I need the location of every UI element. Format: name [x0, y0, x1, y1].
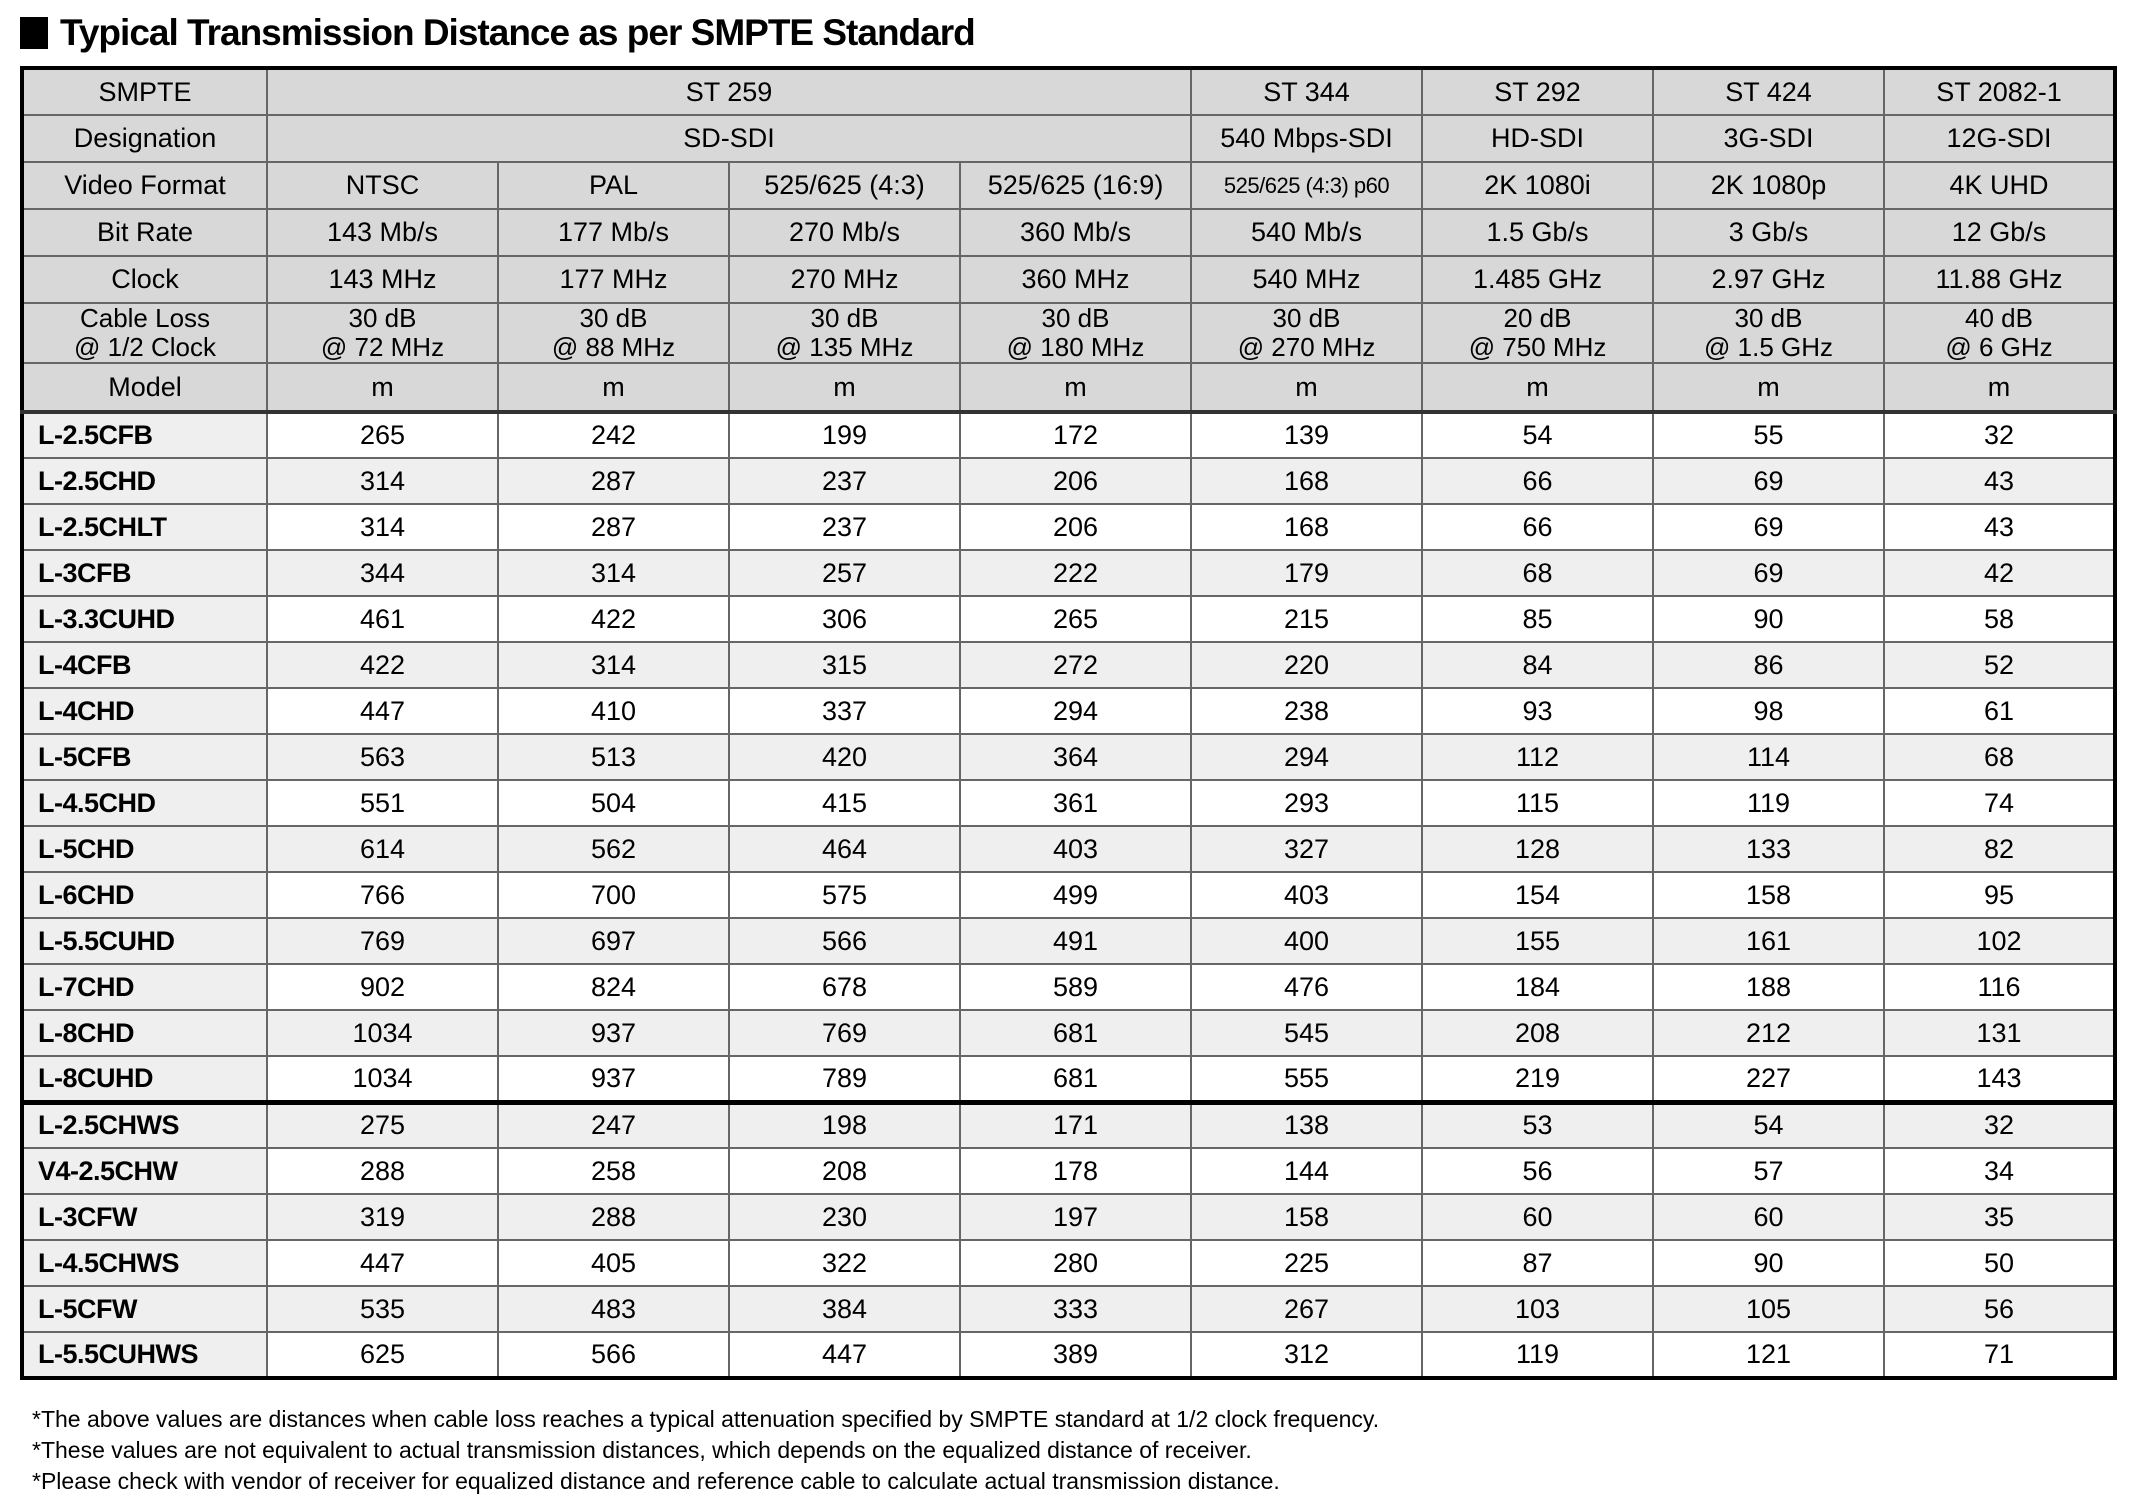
header-cell: 20 dB @ 750 MHz — [1422, 303, 1653, 363]
header-cell: SD-SDI — [267, 115, 1191, 162]
value-cell: 614 — [267, 826, 498, 872]
header-cell: 525/625 (4:3) p60 — [1191, 162, 1422, 209]
model-cell: L-4.5CHD — [22, 780, 267, 826]
model-cell: L-5.5CUHD — [22, 918, 267, 964]
value-cell: 206 — [960, 458, 1191, 504]
header-cell: 177 MHz — [498, 256, 729, 303]
value-cell: 288 — [498, 1194, 729, 1240]
value-cell: 247 — [498, 1102, 729, 1148]
header-cell: 143 Mb/s — [267, 209, 498, 256]
model-cell: L-5.5CUHWS — [22, 1332, 267, 1378]
value-cell: 53 — [1422, 1102, 1653, 1148]
table-row — [22, 780, 2115, 826]
value-cell: 68 — [1422, 550, 1653, 596]
table-row — [22, 872, 2115, 918]
value-cell: 937 — [498, 1056, 729, 1102]
value-cell: 678 — [729, 964, 960, 1010]
value-cell: 422 — [498, 596, 729, 642]
value-cell: 267 — [1191, 1286, 1422, 1332]
table-header — [22, 68, 2115, 412]
value-cell: 555 — [1191, 1056, 1422, 1102]
value-cell: 400 — [1191, 918, 1422, 964]
value-cell: 60 — [1653, 1194, 1884, 1240]
value-cell: 139 — [1191, 412, 1422, 458]
page-title — [20, 12, 2114, 54]
value-cell: 1034 — [267, 1010, 498, 1056]
header-cell: 270 MHz — [729, 256, 960, 303]
value-cell: 93 — [1422, 688, 1653, 734]
header-cell: 30 dB @ 180 MHz — [960, 303, 1191, 363]
model-cell: L-3.3CUHD — [22, 596, 267, 642]
value-cell: 171 — [960, 1102, 1191, 1148]
header-cell: 12G-SDI — [1884, 115, 2115, 162]
value-cell: 769 — [729, 1010, 960, 1056]
value-cell: 102 — [1884, 918, 2115, 964]
table-row — [22, 1332, 2115, 1378]
value-cell: 562 — [498, 826, 729, 872]
page-title-text: Typical Transmission Distance as per SMPTE Standard — [60, 12, 975, 53]
value-cell: 172 — [960, 412, 1191, 458]
header-cell: m — [729, 363, 960, 412]
value-cell: 272 — [960, 642, 1191, 688]
value-cell: 54 — [1422, 412, 1653, 458]
value-cell: 43 — [1884, 504, 2115, 550]
model-cell: L-4CHD — [22, 688, 267, 734]
value-cell: 700 — [498, 872, 729, 918]
header-cell: 2K 1080p — [1653, 162, 1884, 209]
value-cell: 55 — [1653, 412, 1884, 458]
table-row — [22, 596, 2115, 642]
header-cell: m — [1191, 363, 1422, 412]
header-cell: PAL — [498, 162, 729, 209]
header-cell: 1.485 GHz — [1422, 256, 1653, 303]
value-cell: 447 — [267, 688, 498, 734]
value-cell: 178 — [960, 1148, 1191, 1194]
value-cell: 112 — [1422, 734, 1653, 780]
value-cell: 287 — [498, 458, 729, 504]
header-cell: 143 MHz — [267, 256, 498, 303]
header-cell: 525/625 (4:3) — [729, 162, 960, 209]
header-cell: m — [960, 363, 1191, 412]
value-cell: 198 — [729, 1102, 960, 1148]
value-cell: 405 — [498, 1240, 729, 1286]
header-cell: 4K UHD — [1884, 162, 2115, 209]
value-cell: 138 — [1191, 1102, 1422, 1148]
header-cell: 540 Mb/s — [1191, 209, 1422, 256]
value-cell: 61 — [1884, 688, 2115, 734]
header-cell: 12 Gb/s — [1884, 209, 2115, 256]
value-cell: 215 — [1191, 596, 1422, 642]
value-cell: 327 — [1191, 826, 1422, 872]
value-cell: 68 — [1884, 734, 2115, 780]
value-cell: 34 — [1884, 1148, 2115, 1194]
value-cell: 566 — [729, 918, 960, 964]
header-row — [22, 115, 2115, 162]
model-cell: L-5CHD — [22, 826, 267, 872]
value-cell: 410 — [498, 688, 729, 734]
header-cell: m — [498, 363, 729, 412]
value-cell: 447 — [729, 1332, 960, 1378]
value-cell: 447 — [267, 1240, 498, 1286]
value-cell: 227 — [1653, 1056, 1884, 1102]
header-cell: m — [1884, 363, 2115, 412]
value-cell: 504 — [498, 780, 729, 826]
value-cell: 589 — [960, 964, 1191, 1010]
header-cell: 40 dB @ 6 GHz — [1884, 303, 2115, 363]
value-cell: 105 — [1653, 1286, 1884, 1332]
value-cell: 476 — [1191, 964, 1422, 1010]
value-cell: 95 — [1884, 872, 2115, 918]
value-cell: 242 — [498, 412, 729, 458]
footnotes — [20, 1404, 2114, 1497]
footnote: *These values are not equivalent to actual transmission distances, which depends on the equalized distance of receiver. — [32, 1437, 1252, 1464]
model-cell: L-2.5CFB — [22, 412, 267, 458]
value-cell: 415 — [729, 780, 960, 826]
value-cell: 197 — [960, 1194, 1191, 1240]
value-cell: 464 — [729, 826, 960, 872]
value-cell: 681 — [960, 1056, 1191, 1102]
value-cell: 293 — [1191, 780, 1422, 826]
transmission-distance-table — [20, 66, 2117, 1380]
table-row — [22, 734, 2115, 780]
value-cell: 315 — [729, 642, 960, 688]
header-cell: m — [1422, 363, 1653, 412]
header-cell: m — [1653, 363, 1884, 412]
model-cell: L-3CFW — [22, 1194, 267, 1240]
value-cell: 563 — [267, 734, 498, 780]
table-row — [22, 826, 2115, 872]
value-cell: 60 — [1422, 1194, 1653, 1240]
model-cell: L-6CHD — [22, 872, 267, 918]
header-row-label: Model — [22, 363, 267, 412]
header-cell: 30 dB @ 135 MHz — [729, 303, 960, 363]
value-cell: 52 — [1884, 642, 2115, 688]
table-row — [22, 1056, 2115, 1102]
value-cell: 158 — [1191, 1194, 1422, 1240]
value-cell: 287 — [498, 504, 729, 550]
header-row — [22, 303, 2115, 363]
value-cell: 219 — [1422, 1056, 1653, 1102]
value-cell: 535 — [267, 1286, 498, 1332]
value-cell: 258 — [498, 1148, 729, 1194]
table-row — [22, 504, 2115, 550]
value-cell: 230 — [729, 1194, 960, 1240]
value-cell: 294 — [960, 688, 1191, 734]
value-cell: 275 — [267, 1102, 498, 1148]
value-cell: 69 — [1653, 550, 1884, 596]
value-cell: 422 — [267, 642, 498, 688]
model-cell: L-5CFB — [22, 734, 267, 780]
header-cell: 540 Mbps-SDI — [1191, 115, 1422, 162]
model-cell: L-3CFB — [22, 550, 267, 596]
header-cell: 30 dB @ 1.5 GHz — [1653, 303, 1884, 363]
header-cell: m — [267, 363, 498, 412]
value-cell: 697 — [498, 918, 729, 964]
value-cell: 50 — [1884, 1240, 2115, 1286]
value-cell: 222 — [960, 550, 1191, 596]
value-cell: 116 — [1884, 964, 2115, 1010]
value-cell: 265 — [960, 596, 1191, 642]
value-cell: 314 — [267, 458, 498, 504]
value-cell: 766 — [267, 872, 498, 918]
value-cell: 319 — [267, 1194, 498, 1240]
value-cell: 199 — [729, 412, 960, 458]
footnote: *Please check with vendor of receiver for equalized distance and reference cable to calculate actual transmission distance. — [32, 1468, 1280, 1495]
table-row — [22, 1102, 2115, 1148]
header-cell: ST 2082-1 — [1884, 68, 2115, 115]
value-cell: 85 — [1422, 596, 1653, 642]
table-row — [22, 1240, 2115, 1286]
header-row-label: SMPTE — [22, 68, 267, 115]
model-cell: L-8CUHD — [22, 1056, 267, 1102]
value-cell: 483 — [498, 1286, 729, 1332]
value-cell: 206 — [960, 504, 1191, 550]
value-cell: 98 — [1653, 688, 1884, 734]
value-cell: 57 — [1653, 1148, 1884, 1194]
value-cell: 294 — [1191, 734, 1422, 780]
header-cell: 30 dB @ 270 MHz — [1191, 303, 1422, 363]
table-row — [22, 1194, 2115, 1240]
header-row-label: Clock — [22, 256, 267, 303]
value-cell: 184 — [1422, 964, 1653, 1010]
header-cell: NTSC — [267, 162, 498, 209]
value-cell: 575 — [729, 872, 960, 918]
table-row — [22, 1286, 2115, 1332]
value-cell: 43 — [1884, 458, 2115, 504]
value-cell: 168 — [1191, 458, 1422, 504]
value-cell: 384 — [729, 1286, 960, 1332]
value-cell: 288 — [267, 1148, 498, 1194]
value-cell: 902 — [267, 964, 498, 1010]
header-cell: 2K 1080i — [1422, 162, 1653, 209]
model-cell: L-2.5CHWS — [22, 1102, 267, 1148]
value-cell: 225 — [1191, 1240, 1422, 1286]
value-cell: 154 — [1422, 872, 1653, 918]
header-row-label: Designation — [22, 115, 267, 162]
table-row — [22, 918, 2115, 964]
header-cell: 3 Gb/s — [1653, 209, 1884, 256]
table-body — [22, 412, 2115, 1378]
value-cell: 86 — [1653, 642, 1884, 688]
section-marker-icon — [20, 17, 48, 49]
value-cell: 32 — [1884, 412, 2115, 458]
value-cell: 403 — [960, 826, 1191, 872]
header-cell: 30 dB @ 88 MHz — [498, 303, 729, 363]
value-cell: 237 — [729, 504, 960, 550]
value-cell: 58 — [1884, 596, 2115, 642]
header-cell: 177 Mb/s — [498, 209, 729, 256]
header-row-label: Bit Rate — [22, 209, 267, 256]
value-cell: 337 — [729, 688, 960, 734]
value-cell: 158 — [1653, 872, 1884, 918]
value-cell: 84 — [1422, 642, 1653, 688]
header-cell: 1.5 Gb/s — [1422, 209, 1653, 256]
header-cell: 270 Mb/s — [729, 209, 960, 256]
model-cell: L-2.5CHLT — [22, 504, 267, 550]
header-row — [22, 256, 2115, 303]
value-cell: 119 — [1422, 1332, 1653, 1378]
value-cell: 314 — [498, 642, 729, 688]
value-cell: 66 — [1422, 504, 1653, 550]
header-cell: 2.97 GHz — [1653, 256, 1884, 303]
table-row — [22, 412, 2115, 458]
value-cell: 103 — [1422, 1286, 1653, 1332]
value-cell: 566 — [498, 1332, 729, 1378]
header-cell: HD-SDI — [1422, 115, 1653, 162]
value-cell: 74 — [1884, 780, 2115, 826]
value-cell: 312 — [1191, 1332, 1422, 1378]
value-cell: 82 — [1884, 826, 2115, 872]
value-cell: 265 — [267, 412, 498, 458]
value-cell: 56 — [1884, 1286, 2115, 1332]
model-cell: L-7CHD — [22, 964, 267, 1010]
value-cell: 90 — [1653, 1240, 1884, 1286]
value-cell: 1034 — [267, 1056, 498, 1102]
value-cell: 361 — [960, 780, 1191, 826]
header-row-label: Video Format — [22, 162, 267, 209]
value-cell: 237 — [729, 458, 960, 504]
table-row — [22, 1148, 2115, 1194]
value-cell: 322 — [729, 1240, 960, 1286]
value-cell: 403 — [1191, 872, 1422, 918]
value-cell: 333 — [960, 1286, 1191, 1332]
value-cell: 87 — [1422, 1240, 1653, 1286]
value-cell: 66 — [1422, 458, 1653, 504]
header-cell: ST 344 — [1191, 68, 1422, 115]
value-cell: 364 — [960, 734, 1191, 780]
value-cell: 35 — [1884, 1194, 2115, 1240]
footnote: *The above values are distances when cable loss reaches a typical attenuation specified by SMPTE standard at 1/2 clock frequency. — [32, 1406, 1380, 1433]
model-cell: L-4.5CHWS — [22, 1240, 267, 1286]
value-cell: 937 — [498, 1010, 729, 1056]
header-cell: 11.88 GHz — [1884, 256, 2115, 303]
header-cell: 30 dB @ 72 MHz — [267, 303, 498, 363]
header-cell: 540 MHz — [1191, 256, 1422, 303]
value-cell: 625 — [267, 1332, 498, 1378]
header-cell: 525/625 (16:9) — [960, 162, 1191, 209]
value-cell: 155 — [1422, 918, 1653, 964]
header-row — [22, 68, 2115, 115]
table-row — [22, 550, 2115, 596]
model-cell: L-5CFW — [22, 1286, 267, 1332]
value-cell: 54 — [1653, 1102, 1884, 1148]
value-cell: 257 — [729, 550, 960, 596]
value-cell: 168 — [1191, 504, 1422, 550]
value-cell: 114 — [1653, 734, 1884, 780]
header-row — [22, 209, 2115, 256]
value-cell: 280 — [960, 1240, 1191, 1286]
model-cell: L-4CFB — [22, 642, 267, 688]
value-cell: 32 — [1884, 1102, 2115, 1148]
model-cell: L-2.5CHD — [22, 458, 267, 504]
header-cell: 360 Mb/s — [960, 209, 1191, 256]
header-cell: 360 MHz — [960, 256, 1191, 303]
header-cell: 3G-SDI — [1653, 115, 1884, 162]
value-cell: 143 — [1884, 1056, 2115, 1102]
header-cell: ST 424 — [1653, 68, 1884, 115]
value-cell: 491 — [960, 918, 1191, 964]
table-row — [22, 688, 2115, 734]
value-cell: 220 — [1191, 642, 1422, 688]
value-cell: 133 — [1653, 826, 1884, 872]
header-cell: ST 292 — [1422, 68, 1653, 115]
value-cell: 115 — [1422, 780, 1653, 826]
model-cell: L-8CHD — [22, 1010, 267, 1056]
value-cell: 789 — [729, 1056, 960, 1102]
value-cell: 42 — [1884, 550, 2115, 596]
value-cell: 119 — [1653, 780, 1884, 826]
value-cell: 131 — [1884, 1010, 2115, 1056]
value-cell: 161 — [1653, 918, 1884, 964]
header-cell: ST 259 — [267, 68, 1191, 115]
value-cell: 208 — [729, 1148, 960, 1194]
value-cell: 188 — [1653, 964, 1884, 1010]
value-cell: 121 — [1653, 1332, 1884, 1378]
value-cell: 69 — [1653, 458, 1884, 504]
value-cell: 69 — [1653, 504, 1884, 550]
header-row — [22, 363, 2115, 412]
value-cell: 824 — [498, 964, 729, 1010]
value-cell: 56 — [1422, 1148, 1653, 1194]
value-cell: 389 — [960, 1332, 1191, 1378]
value-cell: 212 — [1653, 1010, 1884, 1056]
header-row-label: Cable Loss @ 1/2 Clock — [22, 303, 267, 363]
table-row — [22, 1010, 2115, 1056]
value-cell: 420 — [729, 734, 960, 780]
value-cell: 461 — [267, 596, 498, 642]
value-cell: 499 — [960, 872, 1191, 918]
value-cell: 128 — [1422, 826, 1653, 872]
model-cell: V4-2.5CHW — [22, 1148, 267, 1194]
value-cell: 513 — [498, 734, 729, 780]
value-cell: 314 — [498, 550, 729, 596]
value-cell: 71 — [1884, 1332, 2115, 1378]
value-cell: 314 — [267, 504, 498, 550]
value-cell: 769 — [267, 918, 498, 964]
table-row — [22, 642, 2115, 688]
value-cell: 545 — [1191, 1010, 1422, 1056]
value-cell: 179 — [1191, 550, 1422, 596]
value-cell: 681 — [960, 1010, 1191, 1056]
value-cell: 344 — [267, 550, 498, 596]
value-cell: 238 — [1191, 688, 1422, 734]
table-row — [22, 964, 2115, 1010]
table-row — [22, 458, 2115, 504]
value-cell: 208 — [1422, 1010, 1653, 1056]
value-cell: 90 — [1653, 596, 1884, 642]
header-row — [22, 162, 2115, 209]
value-cell: 306 — [729, 596, 960, 642]
value-cell: 144 — [1191, 1148, 1422, 1194]
value-cell: 551 — [267, 780, 498, 826]
